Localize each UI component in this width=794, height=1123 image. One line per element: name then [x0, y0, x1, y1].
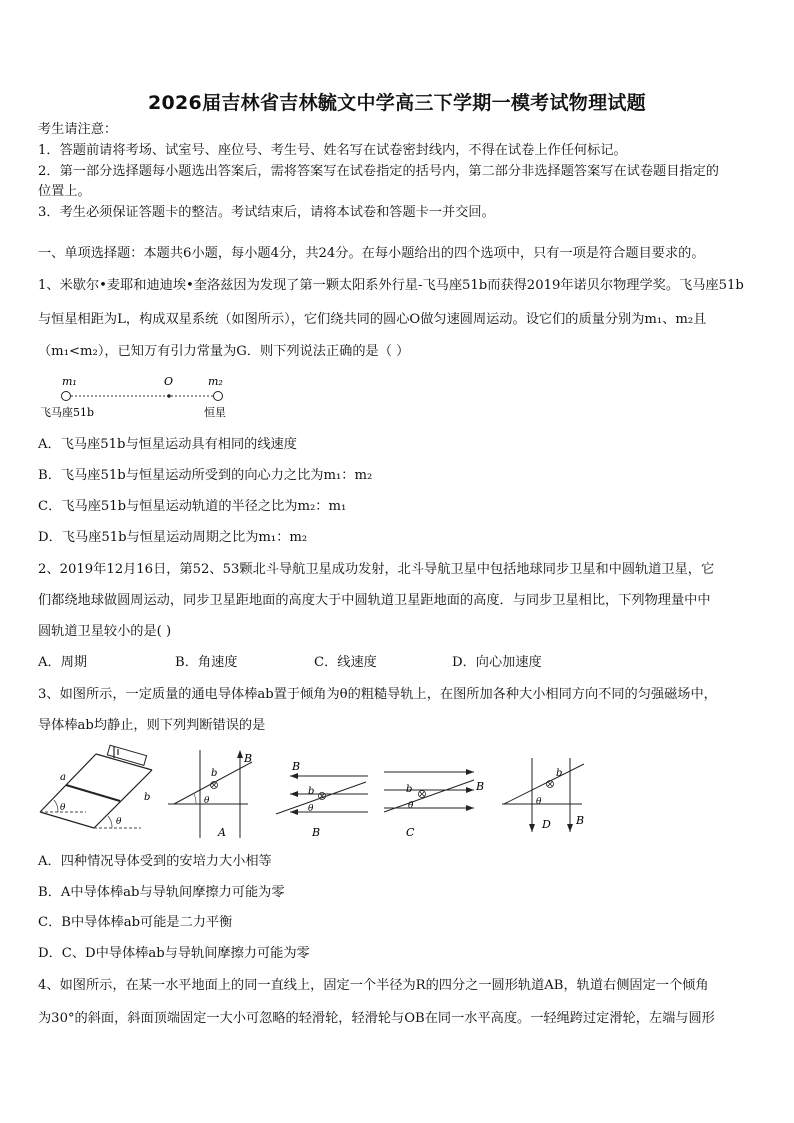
q1-fig-o: O — [164, 375, 174, 388]
q3-figd-theta: θ — [536, 797, 542, 807]
notice-item-1: 1．答题前请将考场、试室号、座位号、考生号、姓名写在试卷密封线内，不得在试卷上作任何标记。 — [38, 143, 627, 158]
q2-line-3: 圆轨道卫星较小的是( ) — [38, 624, 172, 639]
q3-figa-b: b — [211, 768, 218, 779]
section-heading: 一、单项选择题：本题共6小题，每小题4分，共24分。在每小题给出的四个选项中，只有一项是符合题目要求的。 — [38, 246, 705, 261]
q3-line-1: 3、如图所示，一定质量的通电导体棒ab置于倾角为θ的粗糙导轨上，在图所加各种大小相同方向不同的匀强磁场中， — [38, 687, 717, 702]
q3-figure-a — [166, 748, 266, 840]
q2-line-1: 2、2019年12月16日，第52、53颗北斗导航卫星成功发射，北斗导航卫星中包括地球同步卫星和中圆轨道卫星，它 — [38, 562, 715, 577]
q1-fig-m1: m₁ — [62, 375, 77, 388]
q1-line-1: 1、米歇尔•麦耶和迪迪埃•奎洛兹因为发现了第一颗太阳系外行星-飞马座51b而获得2019年诺贝尔物理学奖。飞马座51b — [38, 278, 744, 293]
q3-figc-theta: θ — [408, 801, 414, 811]
q1-option-b: B．飞马座51b与恒星运动所受到的向心力之比为m₁：m₂ — [38, 468, 373, 483]
q3-figure-b — [272, 756, 372, 838]
q2-option-c: C．线速度 — [314, 655, 377, 670]
q1-fig-m2: m₂ — [208, 375, 223, 388]
q3-figd-B: B — [576, 814, 585, 827]
q1-fig-star — [214, 392, 223, 401]
q2-option-a: A．周期 — [38, 655, 88, 670]
q1-option-a: A．飞马座51b与恒星运动具有相同的线速度 — [38, 437, 297, 452]
q3-figc-b: b — [406, 784, 413, 795]
notice-item-2: 2．第一部分选择题每小题选出答案后，需将答案写在试卷指定的括号内，第二部分非选择题答案写在试卷题目指定的 — [38, 164, 719, 179]
q3-figa-theta: θ — [204, 796, 210, 806]
q3-figure-c — [378, 758, 488, 838]
q3-figure-d — [498, 752, 598, 838]
q3-option-c: C．B中导体棒ab可能是二力平衡 — [38, 915, 233, 930]
q3-figc-label: C — [406, 826, 415, 839]
q1-fig-planet — [62, 392, 71, 401]
q3-figa-label: A — [218, 826, 226, 839]
q3-fig-b: b — [144, 792, 151, 803]
q3-figb-B: B — [292, 760, 301, 773]
page-title: 2026届吉林省吉林毓文中学高三下学期一模考试物理试题 — [148, 92, 646, 114]
q2-option-b: B．角速度 — [175, 655, 238, 670]
q1-binary-star-figure — [36, 372, 236, 420]
notice-item-2-cont: 位置上。 — [38, 184, 91, 199]
q1-line-2: 与恒星相距为L，构成双星系统（如图所示），它们绕共同的圆心O做匀速圆周运动。设它们的质量分别为m₁、m₂且 — [38, 312, 707, 327]
q1-fig-center — [167, 394, 171, 398]
q3-figb-theta: θ — [308, 804, 314, 814]
q1-option-d: D．飞马座51b与恒星运动周期之比为m₁：m₂ — [38, 530, 308, 545]
q3-fig-a: a — [60, 772, 66, 783]
q1-line-3: （m₁<m₂），已知万有引力常量为G．则下列说法正确的是（ ） — [38, 344, 410, 359]
notice-heading: 考生请注意： — [38, 122, 118, 137]
q1-fig-right-label: 恒星 — [204, 406, 226, 419]
q3-figb-label: B — [312, 826, 321, 839]
q4-line-1: 4、如图所示，在某一水平地面上的同一直线上，固定一个半径为R的四分之一圆形轨道AB，轨道右侧固定一个倾角 — [38, 978, 709, 993]
q3-fig-theta-1: θ — [60, 803, 66, 813]
q3-figd-label: D — [542, 818, 551, 831]
q3-rail-figure — [36, 744, 166, 834]
notice-item-3: 3．考生必须保证答题卡的整洁。考试结束后，请将本试卷和答题卡一并交回。 — [38, 205, 495, 220]
q3-figa-B: B — [244, 752, 253, 765]
q2-line-2: 们都绕地球做圆周运动，同步卫星距地面的高度大于中圆轨道卫星距地面的高度．与同步卫星相比，下列物理量中中 — [38, 593, 711, 608]
q4-line-2: 为30°的斜面，斜面顶端固定一大小可忽略的轻滑轮，轻滑轮与OB在同一水平高度。一轻绳跨过定滑轮，左端与圆形 — [38, 1011, 715, 1026]
q3-line-2: 导体棒ab均静止，则下列判断错误的是 — [38, 718, 266, 733]
q3-figd-b: b — [556, 768, 563, 779]
q3-option-d: D．C、D中导体棒ab与导轨间摩擦力可能为零 — [38, 946, 310, 961]
q3-figc-B: B — [476, 780, 485, 793]
q3-fig-theta-2: θ — [116, 817, 122, 827]
q3-figb-b: b — [308, 786, 315, 797]
q3-option-b: B．A中导体棒ab与导轨间摩擦力可能为零 — [38, 885, 285, 900]
q1-option-c: C．飞马座51b与恒星运动轨道的半径之比为m₂：m₁ — [38, 499, 347, 514]
q3-option-a: A．四种情况导体受到的安培力大小相等 — [38, 854, 272, 869]
q1-fig-left-label: 飞马座51b — [40, 406, 95, 419]
q2-option-d: D．向心加速度 — [452, 655, 542, 670]
